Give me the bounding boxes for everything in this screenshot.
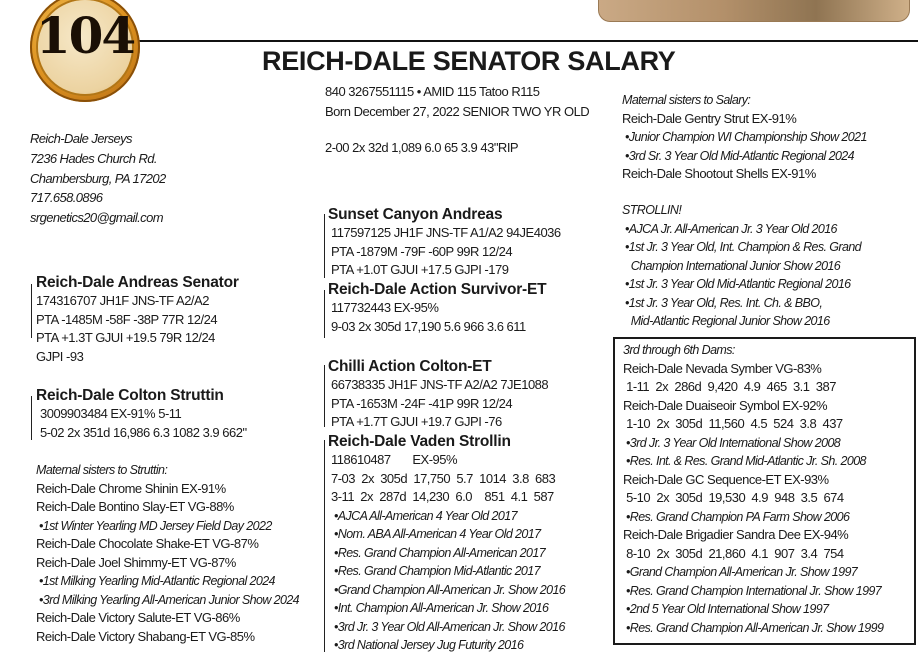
ancestor-line: 1-10 2x 305d 11,560 4.5 524 3.8 437	[623, 416, 843, 431]
sire-sire-block	[328, 205, 561, 280]
sire-dam-block	[328, 280, 546, 336]
breeder-name: Reich-Dale Jerseys	[30, 131, 132, 146]
ancestor-line: •Res. Grand Champion International Jr. Show 1997	[626, 583, 882, 598]
maternal-sisters-salary-list	[622, 110, 867, 184]
dam-dam-line: 3-11 2x 287d 14,230 6.0 851 4.1 587	[331, 489, 554, 504]
sire-line: PTA +1.3T GJUI +19.5 79R 12/24	[36, 330, 215, 345]
dams-box-content	[623, 341, 883, 637]
maternal-sister-line: •1st Winter Yearling MD Jersey Field Day 2022	[39, 518, 272, 533]
dam-dam-line: •3rd Jr. 3 Year Old All-American Jr. Show 2016	[334, 619, 565, 634]
animal-id-line: 840 3267551115 • AMID 115 Tatoo R115	[325, 84, 540, 99]
sire-line: GJPI -93	[36, 348, 84, 364]
sire-block	[36, 273, 239, 366]
strollin-line: •AJCA Jr. All-American Jr. 3 Year Old 2016	[625, 221, 837, 236]
dam-line: 5-02 2x 351d 16,986 6.3 1082 3.9 662"	[40, 424, 247, 440]
sire-sire-line: 117597125 JH1F JNS-TF A1/A2 94JE4036	[331, 225, 561, 240]
section-heading: Maternal sisters to Salary:	[622, 93, 751, 107]
pedigree-connector	[324, 440, 325, 652]
maternal-sister-line: Reich-Dale Chocolate Shake-ET VG-87%	[36, 536, 259, 551]
ancestor-line: •Res. Grand Champion All-American Jr. Show 1999	[626, 620, 884, 635]
dam-name: Reich-Dale Colton Struttin	[36, 387, 224, 404]
dam-sire-line: PTA +1.7T GJUI +19.7 GJPI -76	[331, 414, 502, 429]
dam-sire-block	[328, 357, 548, 432]
ancestor-line: 5-10 2x 305d 19,530 4.9 948 3.5 674	[623, 490, 844, 505]
ancestor-line: •Grand Champion All-American Jr. Show 1997	[626, 565, 858, 579]
maternal-sister-line: Reich-Dale Shootout Shells EX-91%	[622, 166, 816, 181]
dam-line: 3009903484 EX-91% 5-11	[40, 406, 182, 421]
animal-born-line: Born December 27, 2022 SENIOR TWO YR OLD	[325, 104, 590, 119]
sire-line: PTA -1485M -58F -38P 77R 12/24	[36, 311, 218, 327]
ancestor-line: Reich-Dale Nevada Symber VG-83%	[623, 360, 822, 376]
sire-sire-line: PTA +1.0T GJUI +17.5 GJPI -179	[331, 262, 509, 277]
breeder-address2: Chambersburg, PA 17202	[30, 170, 166, 186]
animal-record-line: 2-00 2x 32d 1,089 6.0 65 3.9 43"RIP	[325, 140, 519, 155]
strollin-line: •1st Jr. 3 Year Old Mid-Atlantic Regional 2016	[625, 277, 851, 291]
pedigree-connector	[324, 214, 325, 278]
maternal-sister-line: •1st Milking Yearling Mid-Atlantic Regional 2024	[39, 574, 275, 588]
dam-dam-name: Reich-Dale Vaden Strollin	[328, 433, 511, 450]
dam-sire-line: 66738335 JH1F JNS-TF A2/A2 7JE1088	[331, 377, 549, 392]
dam-dam-line: •Res. Grand Champion Mid-Atlantic 2017	[334, 564, 540, 578]
cow-photo	[598, 0, 910, 22]
maternal-sisters-list	[36, 480, 299, 647]
dam-dam-line: 118610487 EX-95%	[331, 452, 458, 467]
dam-dam-line: •3rd National Jersey Jug Futurity 2016	[334, 638, 524, 652]
section-heading: Maternal sisters to Struttin:	[36, 463, 168, 477]
maternal-sister-line: •3rd Sr. 3 Year Old Mid-Atlantic Regional 2024	[625, 148, 854, 163]
sire-dam-line: 9-03 2x 305d 17,190 5.6 966 3.6 611	[331, 318, 526, 334]
ancestor-line: 1-11 2x 286d 9,420 4.9 465 3.1 387	[623, 379, 836, 394]
sire-line: 174316707 JH1F JNS-TF A2/A2	[36, 293, 209, 308]
breeder-contact	[30, 129, 166, 228]
sire-sire-name: Sunset Canyon Andreas	[328, 206, 503, 223]
ancestor-line: 8-10 2x 305d 21,860 4.1 907 3.4 754	[623, 545, 844, 561]
maternal-sister-line: Reich-Dale Chrome Shinin EX-91%	[36, 480, 226, 496]
lot-number: 104	[35, 6, 135, 65]
maternal-sister-line: Reich-Dale Victory Shabang-ET VG-85%	[36, 628, 255, 644]
strollin-line: •1st Jr. 3 Year Old, Res. Int. Ch. & BBO,	[625, 295, 823, 310]
maternal-sister-line: Reich-Dale Bontino Slay-ET VG-88%	[36, 499, 234, 514]
dam-dam-lines	[331, 451, 565, 655]
strollin-section	[622, 201, 861, 331]
dam-dam-line: 7-03 2x 305d 17,750 5.7 1014 3.8 683	[331, 470, 556, 486]
lot-badge	[30, 0, 140, 102]
maternal-sister-line: Reich-Dale Gentry Strut EX-91%	[622, 110, 797, 126]
pedigree-connector	[31, 396, 32, 440]
strollin-line: Champion International Junior Show 2016	[625, 258, 841, 273]
dam-dam-line: •Int. Champion All-American Jr. Show 2016	[334, 601, 549, 615]
ancestor-line: •Res. Grand Champion PA Farm Show 2006	[626, 509, 850, 524]
dam-dam-line: •Res. Grand Champion All-American 2017	[334, 545, 546, 560]
dam-dam-line: •Grand Champion All-American Jr. Show 2016	[334, 582, 566, 597]
ancestor-line: Reich-Dale Brigadier Sandra Dee EX-94%	[623, 527, 849, 542]
breeder-phone: 717.658.0896	[30, 190, 103, 206]
maternal-sisters-salary	[622, 91, 867, 184]
dam-block	[36, 386, 247, 442]
ancestor-line: •2nd 5 Year Old International Show 1997	[626, 602, 829, 616]
pedigree-connector	[31, 284, 32, 338]
pedigree-connector	[324, 290, 325, 338]
title-rule	[135, 40, 918, 42]
breeder-address1: 7236 Hades Church Rd.	[30, 150, 157, 166]
section-heading: STROLLIN!	[622, 203, 682, 217]
dam-sire-line: PTA -1653M -24F -41P 99R 12/24	[331, 395, 513, 411]
maternal-sister-line: Reich-Dale Joel Shimmy-ET VG-87%	[36, 554, 236, 570]
dam-dam-line: •Nom. ABA All-American 4 Year Old 2017	[334, 527, 541, 541]
maternal-sister-line: Reich-Dale Victory Salute-ET VG-86%	[36, 610, 240, 625]
maternal-sister-line: •Junior Champion WI Championship Show 2021	[625, 130, 867, 144]
sire-dam-line: 117732443 EX-95%	[331, 300, 439, 315]
maternal-sister-line: •3rd Milking Yearling All-American Junior Show 2024	[39, 592, 300, 607]
ancestor-line: •3rd Jr. 3 Year Old International Show 2008	[626, 435, 841, 450]
strollin-line: Mid-Atlantic Regional Junior Show 2016	[625, 314, 830, 328]
dams-box-list	[623, 360, 883, 638]
dam-dam-line: •AJCA All-American 4 Year Old 2017	[334, 508, 517, 523]
pedigree-connector	[324, 365, 325, 427]
ancestor-line: •Res. Int. & Res. Grand Mid-Atlantic Jr. Sh. 2008	[626, 454, 866, 468]
sire-sire-line: PTA -1879M -79F -60P 99R 12/24	[331, 243, 513, 259]
dam-dam-block	[328, 432, 565, 655]
section-heading: 3rd through 6th Dams:	[623, 343, 735, 357]
ancestor-line: Reich-Dale GC Sequence-ET EX-93%	[623, 471, 829, 487]
ancestor-line: Reich-Dale Duaiseoir Symbol EX-92%	[623, 397, 828, 413]
breeder-email: srgenetics20@gmail.com	[30, 210, 163, 226]
maternal-sisters-struttin	[36, 461, 299, 646]
page-title: REICH-DALE SENATOR SALARY	[262, 46, 676, 76]
sire-dam-name: Reich-Dale Action Survivor-ET	[328, 281, 547, 298]
strollin-line: •1st Jr. 3 Year Old, Int. Champion & Res. Grand	[625, 240, 862, 254]
sire-name: Reich-Dale Andreas Senator	[36, 274, 239, 291]
dam-sire-name: Chilli Action Colton-ET	[328, 358, 492, 375]
